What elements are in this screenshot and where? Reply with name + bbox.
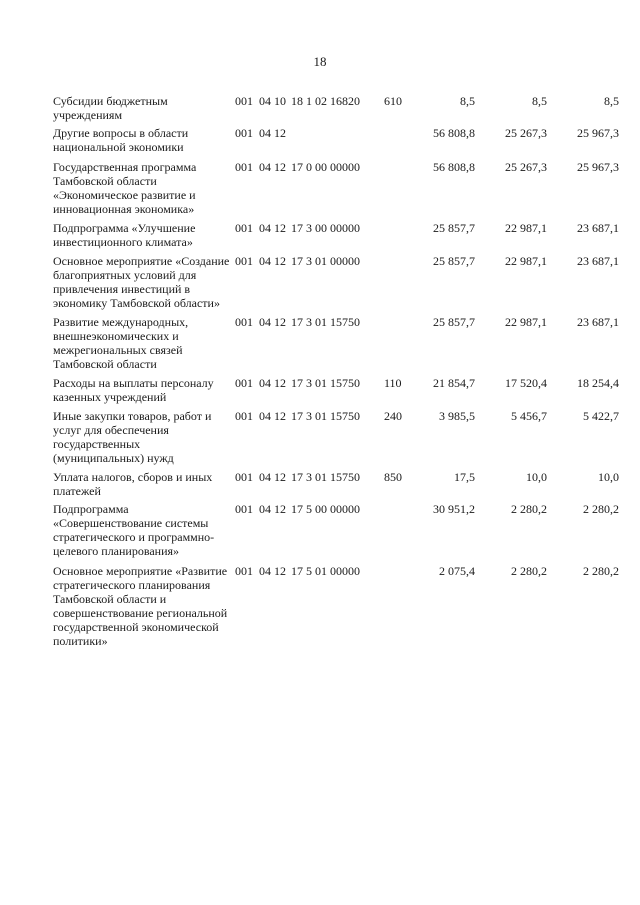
code-ministry: 001 bbox=[235, 376, 253, 390]
row-name: Государственная программа Тамбовской области «Экономическое развитие и инновационная экономика» bbox=[53, 160, 197, 216]
value-year-1: 8,5 bbox=[460, 94, 475, 108]
value-year-2: 25 267,3 bbox=[505, 160, 547, 174]
code-subsection: 12 bbox=[274, 160, 286, 174]
table-row bbox=[53, 254, 623, 310]
value-year-3: 5 422,7 bbox=[583, 409, 619, 423]
code-section: 04 bbox=[259, 221, 271, 235]
value-year-2: 22 987,1 bbox=[505, 221, 547, 235]
code-section: 04 bbox=[259, 409, 271, 423]
code-target: 17 3 00 00000 bbox=[291, 221, 360, 235]
value-year-1: 21 854,7 bbox=[433, 376, 475, 390]
value-year-2: 8,5 bbox=[532, 94, 547, 108]
code-section: 04 bbox=[259, 470, 271, 484]
budget-table bbox=[53, 88, 623, 648]
row-name: Основное мероприятие «Развитие стратегического планирования Тамбовской области и совершенствование региональной государственной экономической политики» bbox=[53, 564, 228, 648]
code-subsection: 12 bbox=[274, 254, 286, 268]
code-ministry: 001 bbox=[235, 126, 253, 140]
value-year-2: 17 520,4 bbox=[505, 376, 547, 390]
value-year-3: 23 687,1 bbox=[577, 254, 619, 268]
value-year-3: 25 967,3 bbox=[577, 126, 619, 140]
row-name: Субсидии бюджетным учреждениям bbox=[53, 94, 168, 122]
value-year-2: 10,0 bbox=[526, 470, 547, 484]
code-target: 17 5 00 00000 bbox=[291, 502, 360, 516]
value-year-1: 30 951,2 bbox=[433, 502, 475, 516]
value-year-3: 10,0 bbox=[598, 470, 619, 484]
code-subsection: 12 bbox=[274, 564, 286, 578]
value-year-1: 25 857,7 bbox=[433, 315, 475, 329]
code-section: 04 bbox=[259, 254, 271, 268]
code-target: 17 3 01 00000 bbox=[291, 254, 360, 268]
code-section: 04 bbox=[259, 502, 271, 516]
value-year-2: 5 456,7 bbox=[511, 409, 547, 423]
code-subsection: 12 bbox=[274, 315, 286, 329]
code-target: 18 1 02 16820 bbox=[291, 94, 360, 108]
code-ministry: 001 bbox=[235, 470, 253, 484]
table-row bbox=[53, 470, 623, 498]
value-year-3: 23 687,1 bbox=[577, 221, 619, 235]
table-row bbox=[53, 94, 623, 122]
table-row bbox=[53, 502, 623, 558]
table-row bbox=[53, 409, 623, 465]
code-expense-type: 110 bbox=[384, 376, 402, 390]
row-name: Уплата налогов, сборов и иных платежей bbox=[53, 470, 213, 498]
code-ministry: 001 bbox=[235, 564, 253, 578]
value-year-1: 25 857,7 bbox=[433, 254, 475, 268]
row-name: Расходы на выплаты персоналу казенных учреждений bbox=[53, 376, 214, 404]
value-year-2: 22 987,1 bbox=[505, 315, 547, 329]
value-year-1: 17,5 bbox=[454, 470, 475, 484]
value-year-1: 56 808,8 bbox=[433, 126, 475, 140]
value-year-3: 25 967,3 bbox=[577, 160, 619, 174]
code-subsection: 12 bbox=[274, 502, 286, 516]
value-year-3: 2 280,2 bbox=[583, 502, 619, 516]
code-section: 04 bbox=[259, 376, 271, 390]
code-subsection: 12 bbox=[274, 126, 286, 140]
page-number: 18 bbox=[313, 54, 327, 69]
value-year-3: 23 687,1 bbox=[577, 315, 619, 329]
code-target: 17 3 01 15750 bbox=[291, 409, 360, 423]
code-section: 04 bbox=[259, 160, 271, 174]
code-target: 17 5 01 00000 bbox=[291, 564, 360, 578]
value-year-2: 2 280,2 bbox=[511, 502, 547, 516]
code-subsection: 12 bbox=[274, 470, 286, 484]
code-expense-type: 850 bbox=[384, 470, 402, 484]
code-expense-type: 240 bbox=[384, 409, 402, 423]
code-ministry: 001 bbox=[235, 160, 253, 174]
code-ministry: 001 bbox=[235, 94, 253, 108]
table-row bbox=[53, 376, 623, 404]
code-target: 17 3 01 15750 bbox=[291, 315, 360, 329]
code-target: 17 0 00 00000 bbox=[291, 160, 360, 174]
value-year-1: 3 985,5 bbox=[439, 409, 475, 423]
value-year-1: 56 808,8 bbox=[433, 160, 475, 174]
row-name: Другие вопросы в области национальной экономики bbox=[53, 126, 189, 154]
value-year-1: 25 857,7 bbox=[433, 221, 475, 235]
row-name: Развитие международных, внешнеэкономических и межрегиональных связей Тамбовской области bbox=[53, 315, 189, 371]
value-year-2: 25 267,3 bbox=[505, 126, 547, 140]
table-row bbox=[53, 564, 623, 648]
table-row bbox=[53, 221, 623, 249]
code-section: 04 bbox=[259, 564, 271, 578]
code-subsection: 12 bbox=[274, 221, 286, 235]
value-year-2: 22 987,1 bbox=[505, 254, 547, 268]
value-year-3: 2 280,2 bbox=[583, 564, 619, 578]
value-year-1: 2 075,4 bbox=[439, 564, 475, 578]
code-ministry: 001 bbox=[235, 221, 253, 235]
table-row bbox=[53, 160, 623, 216]
code-section: 04 bbox=[259, 94, 271, 108]
row-name: Подпрограмма «Совершенствование системы стратегического и программно-целевого планирования» bbox=[53, 502, 215, 558]
table-row bbox=[53, 126, 623, 154]
code-subsection: 10 bbox=[274, 94, 286, 108]
row-name: Подпрограмма «Улучшение инвестиционного климата» bbox=[53, 221, 196, 249]
code-target: 17 3 01 15750 bbox=[291, 376, 360, 390]
code-section: 04 bbox=[259, 126, 271, 140]
code-ministry: 001 bbox=[235, 315, 253, 329]
row-name: Основное мероприятие «Создание благоприятных условий для привлечения инвестиций в экономику Тамбовской области» bbox=[53, 254, 230, 310]
code-target: 17 3 01 15750 bbox=[291, 470, 360, 484]
code-expense-type: 610 bbox=[384, 94, 402, 108]
code-subsection: 12 bbox=[274, 409, 286, 423]
table-row bbox=[53, 315, 623, 371]
value-year-3: 8,5 bbox=[604, 94, 619, 108]
code-subsection: 12 bbox=[274, 376, 286, 390]
code-ministry: 001 bbox=[235, 254, 253, 268]
value-year-2: 2 280,2 bbox=[511, 564, 547, 578]
value-year-3: 18 254,4 bbox=[577, 376, 619, 390]
code-ministry: 001 bbox=[235, 409, 253, 423]
code-section: 04 bbox=[259, 315, 271, 329]
row-name: Иные закупки товаров, работ и услуг для обеспечения государственных (муниципальных) нужд bbox=[53, 409, 212, 465]
code-ministry: 001 bbox=[235, 502, 253, 516]
